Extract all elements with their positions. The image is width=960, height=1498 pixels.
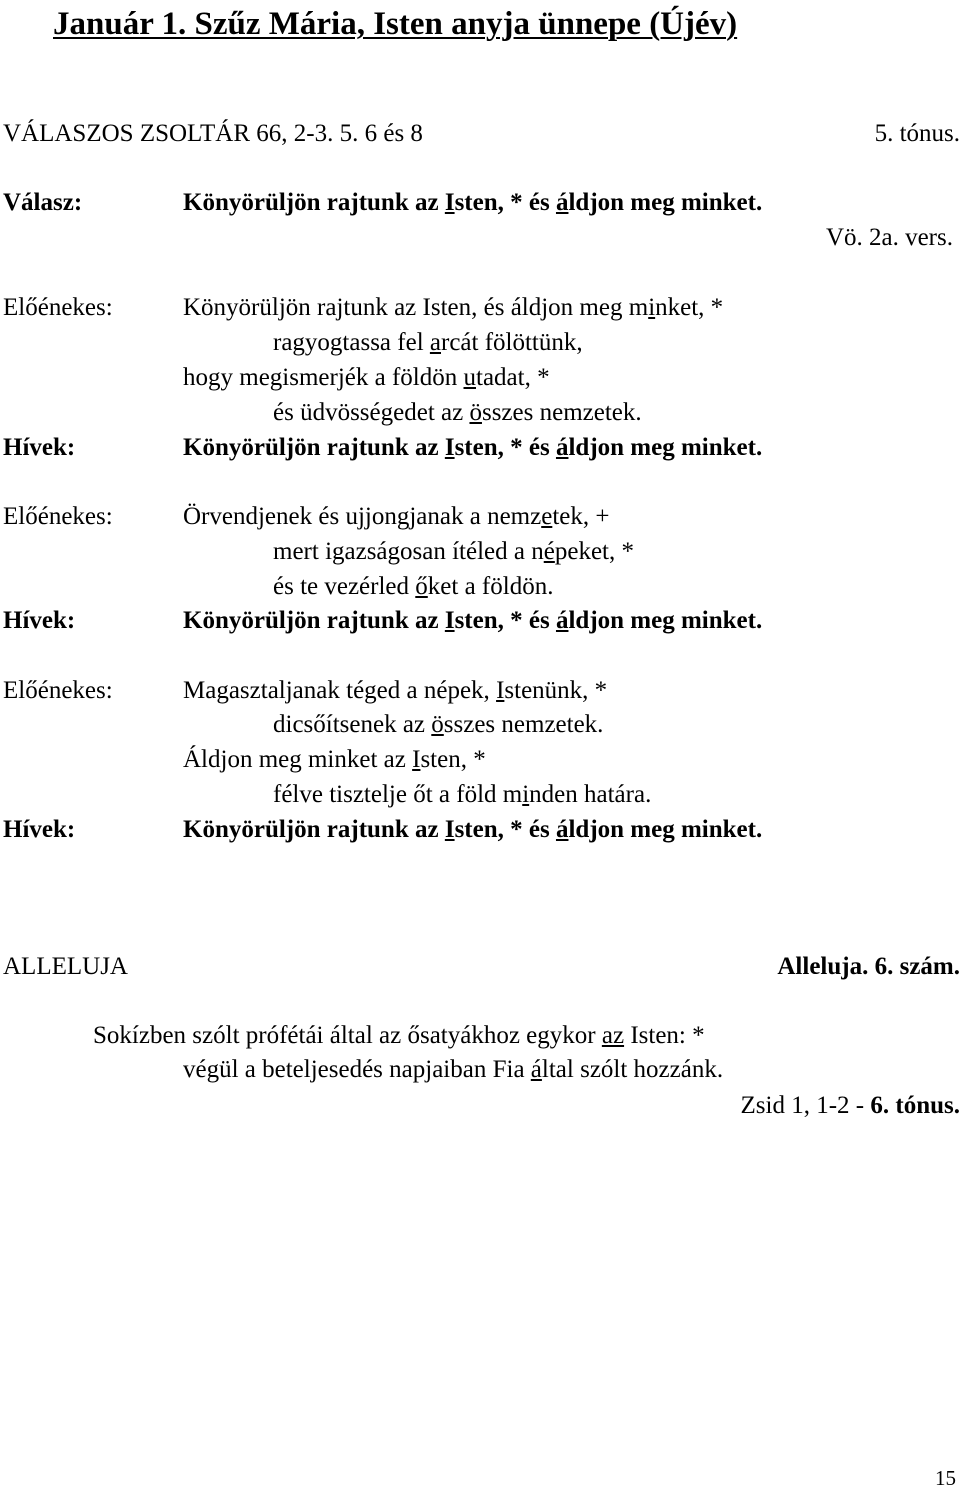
- stanza-line: ragyogtassa fel arcát fölöttünk,: [273, 329, 583, 356]
- cantor-label: Előénekes:: [3, 503, 113, 530]
- stanza-line: és üdvösségedet az összes nemzetek.: [273, 399, 642, 426]
- stanza-line: Könyörüljön rajtunk az Isten, és áldjon meg minket, *: [183, 294, 724, 321]
- cantor-label: Előénekes:: [3, 677, 113, 704]
- faithful-label: Hívek:: [3, 434, 76, 461]
- stanza-line: hogy megismerjék a földön utadat, *: [183, 364, 550, 391]
- psalm-tone: 5. tónus.: [874, 120, 960, 147]
- response-repeat: Könyörüljön rajtunk az Isten, * és áldjon meg minket.: [183, 607, 763, 634]
- alleluia-heading: ALLELUJA: [3, 953, 128, 980]
- response-label: Válasz:: [3, 189, 83, 216]
- alleluia-verse-line: végül a beteljesedés napjaiban Fia által szólt hozzánk.: [183, 1056, 724, 1083]
- page-title: Január 1. Szűz Mária, Isten anyja ünnepe (Újév): [53, 6, 738, 42]
- faithful-label: Hívek:: [3, 607, 76, 634]
- stanza-line: mert igazságosan ítéled a népeket, *: [273, 538, 634, 565]
- stanza-line: Áldjon meg minket az Isten, *: [183, 746, 486, 773]
- response-repeat: Könyörüljön rajtunk az Isten, * és áldjon meg minket.: [183, 816, 763, 843]
- stanza-line: Magasztaljanak téged a népek, Istenünk, *: [183, 677, 608, 704]
- alleluia-reference: Zsid 1, 1-2 - 6. tónus.: [740, 1092, 960, 1119]
- alleluia-verse-line: Sokízben szólt prófétái által az ősatyákhoz egykor az Isten: *: [93, 1022, 705, 1049]
- alleluia-number: Alleluja. 6. szám.: [777, 953, 960, 980]
- response-repeat: Könyörüljön rajtunk az Isten, * és áldjon meg minket.: [183, 434, 763, 461]
- page-number: 15: [935, 1466, 956, 1490]
- stanza-line: és te vezérled őket a földön.: [273, 573, 554, 600]
- response-text: Könyörüljön rajtunk az Isten, * és áldjon meg minket.: [183, 189, 763, 216]
- response-reference: Vö. 2a. vers.: [825, 224, 953, 251]
- psalm-heading: VÁLASZOS ZSOLTÁR 66, 2-3. 5. 6 és 8: [3, 120, 423, 147]
- stanza-line: Örvendjenek és ujjongjanak a nemzetek, +: [183, 503, 610, 530]
- faithful-label: Hívek:: [3, 816, 76, 843]
- stanza-line: félve tisztelje őt a föld minden határa.: [273, 781, 652, 808]
- cantor-label: Előénekes:: [3, 294, 113, 321]
- stanza-line: dicsőítsenek az összes nemzetek.: [273, 711, 604, 738]
